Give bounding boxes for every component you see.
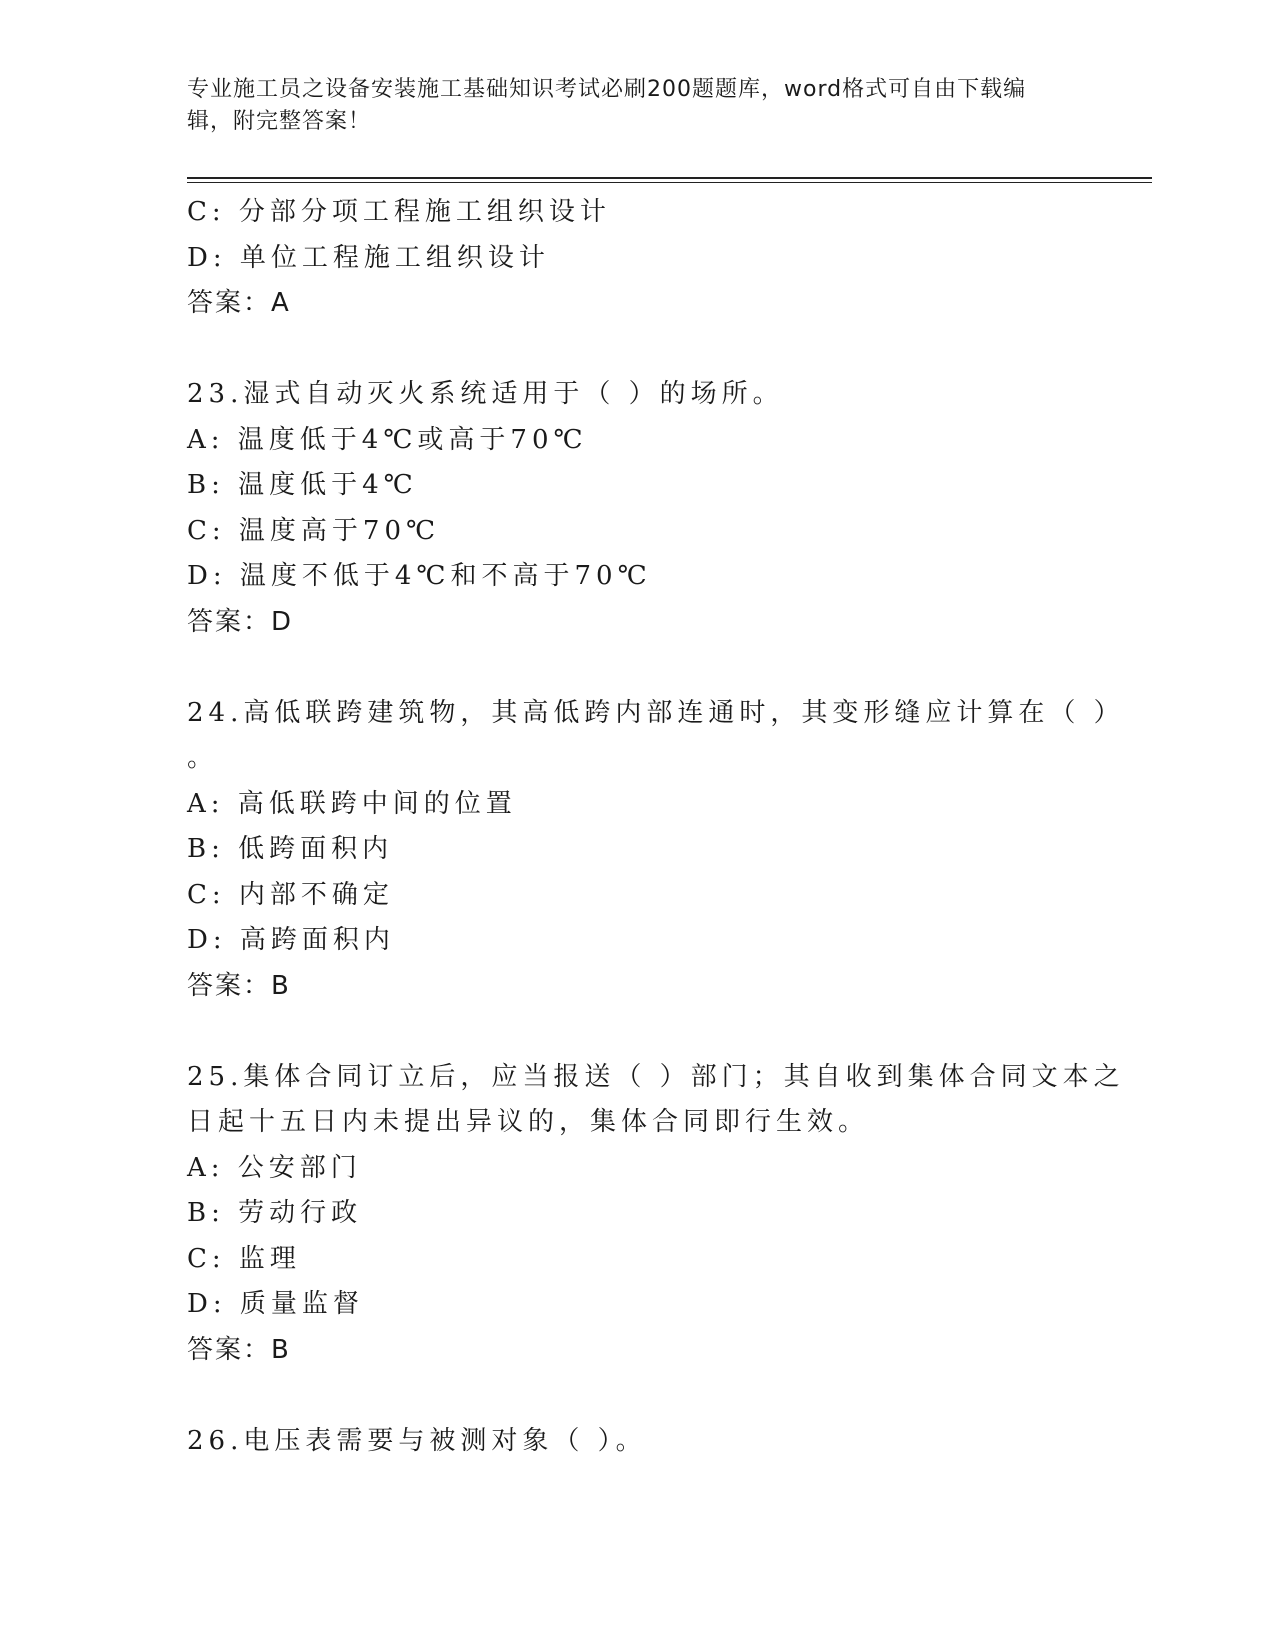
question-stem: 25.集体合同订立后，应当报送（ ）部门；其自收到集体合同文本之: [187, 1061, 1125, 1092]
option-b: B: 劳动行政: [187, 1198, 363, 1228]
question-block-prev: [187, 190, 1087, 327]
question-stem: 24.高低联跨建筑物，其高低跨内部连通时，其变形缝应计算在（ ）: [187, 697, 1125, 728]
question-block-24: [187, 691, 1125, 1010]
question-block-23: [187, 372, 1087, 645]
question-stem: 26.电压表需要与被测对象（ ）。: [187, 1425, 647, 1456]
answer-line: 答案：D: [187, 606, 294, 637]
option-d: D: 质量监督: [187, 1289, 364, 1319]
spacer: [187, 645, 1087, 691]
option-a: A: 温度低于4℃或高于70℃: [187, 424, 588, 455]
spacer: [187, 327, 1087, 373]
question-block-26: [187, 1419, 1087, 1465]
option-a: A: 公安部门: [187, 1152, 362, 1183]
option-d: D: 单位工程施工组织设计: [187, 242, 550, 273]
header-divider-thin: [187, 182, 1152, 183]
option-c: C: 内部不确定: [187, 879, 394, 910]
option-d: D: 温度不低于4℃和不高于70℃: [187, 561, 652, 591]
spacer: [187, 1373, 1087, 1419]
option-b: B: 低跨面积内: [187, 834, 394, 864]
option-d: D: 高跨面积内: [187, 925, 395, 955]
option-b: B: 温度低于4℃: [187, 470, 418, 500]
option-c: C: 分部分项工程施工组织设计: [187, 197, 611, 227]
answer-line: 答案：B: [187, 1334, 291, 1365]
header-divider-thick: [187, 177, 1152, 179]
option-c: C: 温度高于70℃: [187, 515, 441, 546]
question-stem-continued: 日起十五日内未提出异议的，集体合同即行生效。: [187, 1107, 870, 1137]
answer-line: 答案：B: [187, 970, 291, 1001]
question-stem-continued: 。: [187, 743, 219, 773]
option-a: A: 高低联跨中间的位置: [187, 788, 517, 819]
question-stem: 23.湿式自动灭火系统适用于（ ）的场所。: [187, 379, 784, 409]
question-block-25: [187, 1055, 1125, 1374]
spacer: [187, 1009, 1087, 1055]
answer-line: 答案：A: [187, 288, 291, 318]
option-c: C: 监理: [187, 1243, 301, 1274]
document-header-title: 专业施工员之设备安装施工基础知识考试必刷200题题库，word格式可自由下载编辑，附完整答案！: [187, 77, 1027, 134]
question-list: [187, 190, 1125, 1464]
